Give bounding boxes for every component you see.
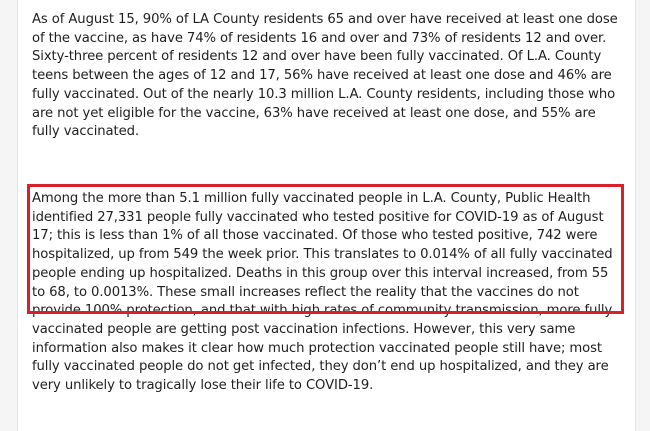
text-line: very unlikely to tragically lose their life to COVID-19. <box>32 378 374 394</box>
text-line: Sixty-three percent of residents 12 and over have been fully vaccinated. Of L.A. County <box>32 49 602 65</box>
text-line: fully vaccinated. <box>32 124 139 140</box>
paragraph-vaccination-rates <box>32 11 622 142</box>
text-line: teens between the ages of 12 and 17, 56% have received at least one dose and 46% are <box>32 68 612 84</box>
text-line: 17; this is less than 1% of all those vaccinated. Of those who tested positive, 742 were <box>32 228 598 244</box>
article-page <box>17 0 636 431</box>
text-line: people ending up hospitalized. Deaths in this group over this interval increased, from 55 <box>32 265 609 281</box>
text-line: As of August 15, 90% of LA County residents 65 and over have received at least one dose <box>32 12 618 27</box>
text-line: vaccinated people are getting post vaccination infections. However, this very same <box>32 321 576 337</box>
text-line: of the vaccine, as have 74% of residents 16 and over and 73% of residents 12 and over. <box>32 30 607 46</box>
text-line: are not yet eligible for the vaccine, 63% have received at least one dose, and 55% are <box>32 105 596 121</box>
text-line: to 68, to 0.0013%. These small increases reflect the reality that the vaccines do not <box>32 284 579 300</box>
text-line: fully vaccinated people do not get infected, they don’t end up hospitalized, and they are <box>32 359 609 375</box>
text-line: information also makes it clear how much protection vaccinated people still have; most <box>32 340 602 356</box>
paragraph-breakthrough-cases <box>32 190 622 396</box>
text-line: Among the more than 5.1 million fully vaccinated people in L.A. County, Public Health <box>32 191 591 206</box>
text-line: provide 100% protection, and that with high rates of community transmission, more fully <box>32 303 613 319</box>
text-line: hospitalized, up from 549 the week prior. This translates to 0.014% of all fully vaccinated <box>32 247 613 263</box>
text-line: fully vaccinated. Out of the nearly 10.3 million L.A. County residents, including those who <box>32 86 616 102</box>
text-line: identified 27,331 people fully vaccinated who tested positive for COVID-19 as of August <box>32 209 604 225</box>
